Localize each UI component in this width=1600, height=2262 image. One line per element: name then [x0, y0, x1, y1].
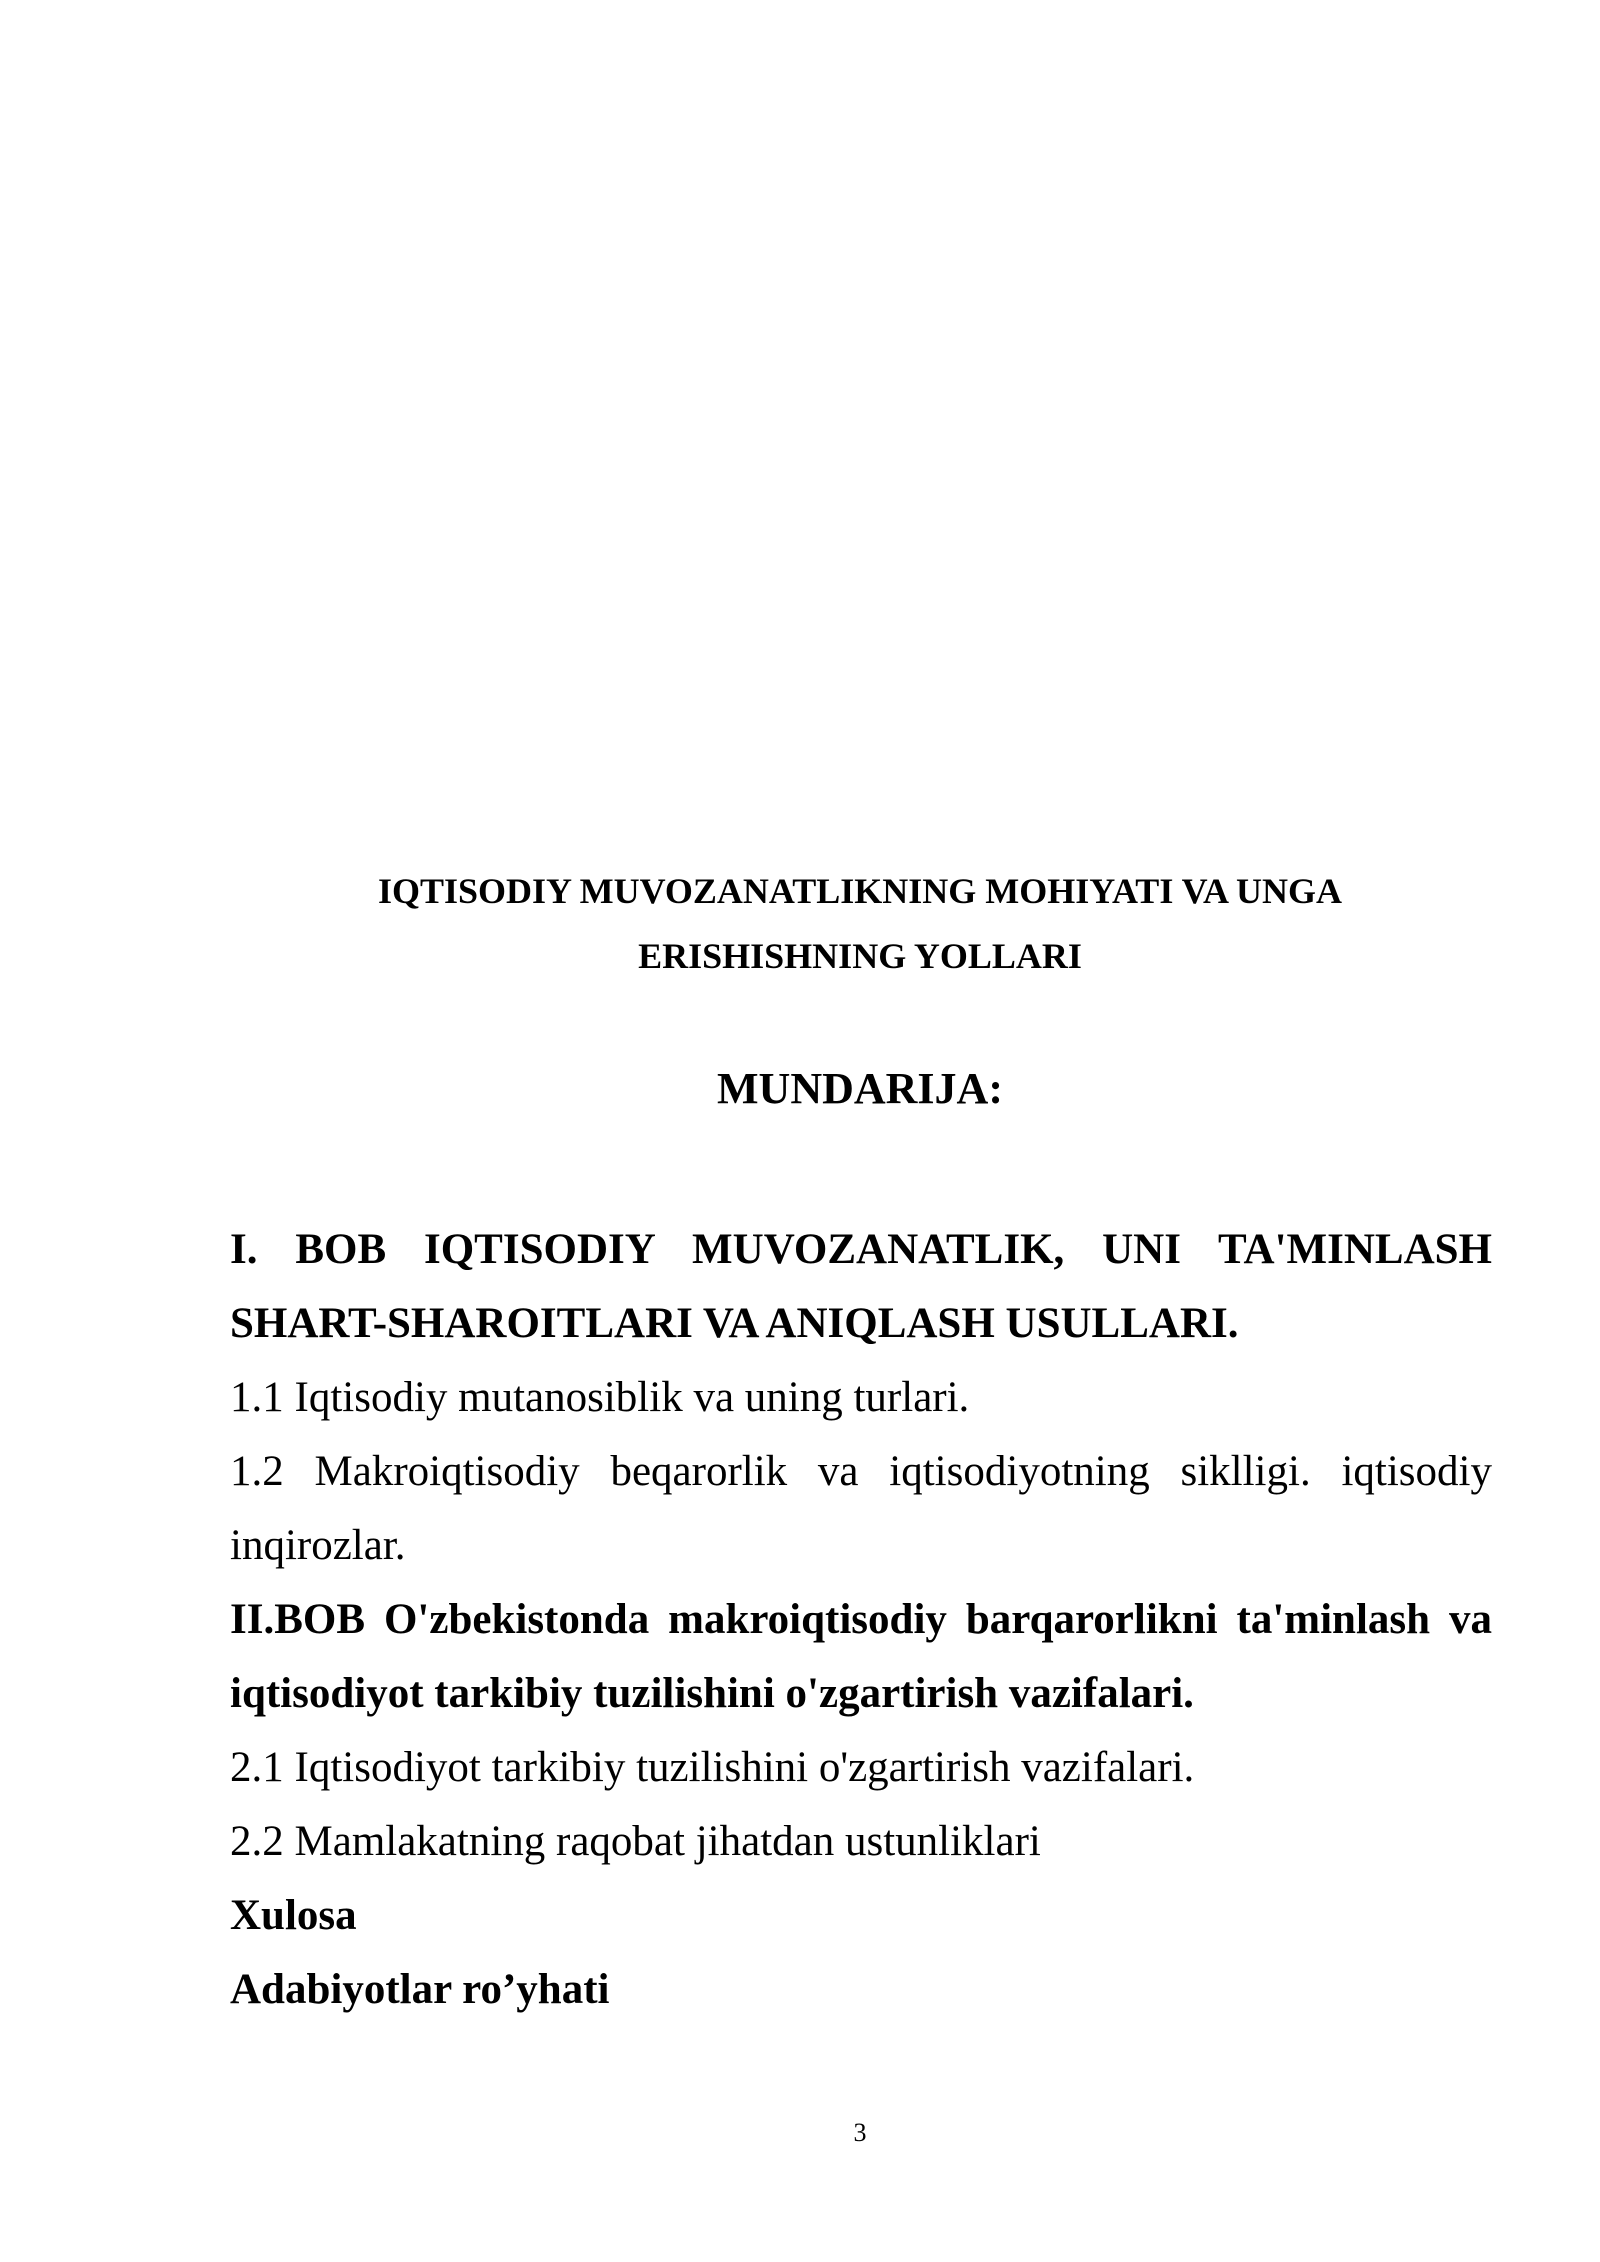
toc-section-1-2-line-1: 1.2 Makroiqtisodiy beqarorlik va iqtisodiyotning siklligi. iqtisodiy	[230, 1448, 1492, 1495]
toc-conclusion: Xulosa	[230, 1892, 357, 1939]
toc-chapter-2-line-1: II.BOB O'zbekistonda makroiqtisodiy barqarorlikni ta'minlash va	[230, 1596, 1492, 1643]
toc-chapter-1	[230, 1213, 1492, 1361]
table-of-contents-heading: MUNDARIJA:	[717, 1064, 1003, 1113]
toc-chapter-2-line-2: iqtisodiyot tarkibiy tuzilishini o'zgartirish vazifalari.	[230, 1670, 1194, 1717]
toc-section-1-2	[230, 1435, 1492, 1583]
toc-section-1-2-line-2: inqirozlar.	[230, 1522, 406, 1569]
toc-section-2-1: 2.1 Iqtisodiyot tarkibiy tuzilishini o'zgartirish vazifalari.	[230, 1744, 1195, 1791]
toc-chapter-1-line-1: I. BOB IQTISODIY MUVOZANATLIK, UNI TA'MINLASH	[230, 1226, 1492, 1273]
toc-chapter-1-line-2: SHART-SHAROITLARI VA ANIQLASH USULLARI.	[230, 1300, 1239, 1347]
document-title-line-2: ERISHISHNING YOLLARI	[638, 936, 1082, 976]
table-of-contents	[230, 1213, 1492, 2027]
toc-section-2-2: 2.2 Mamlakatning raqobat jihatdan ustunliklari	[230, 1818, 1041, 1865]
toc-bibliography: Adabiyotlar ro’yhati	[230, 1966, 610, 2013]
page-number: 3	[853, 2118, 867, 2147]
document-title-line-1: IQTISODIY MUVOZANATLIKNING MOHIYATI VA UNGA	[377, 871, 1343, 911]
toc-section-1-1: 1.1 Iqtisodiy mutanosiblik va uning turlari.	[230, 1374, 970, 1421]
toc-chapter-2	[230, 1583, 1492, 1731]
